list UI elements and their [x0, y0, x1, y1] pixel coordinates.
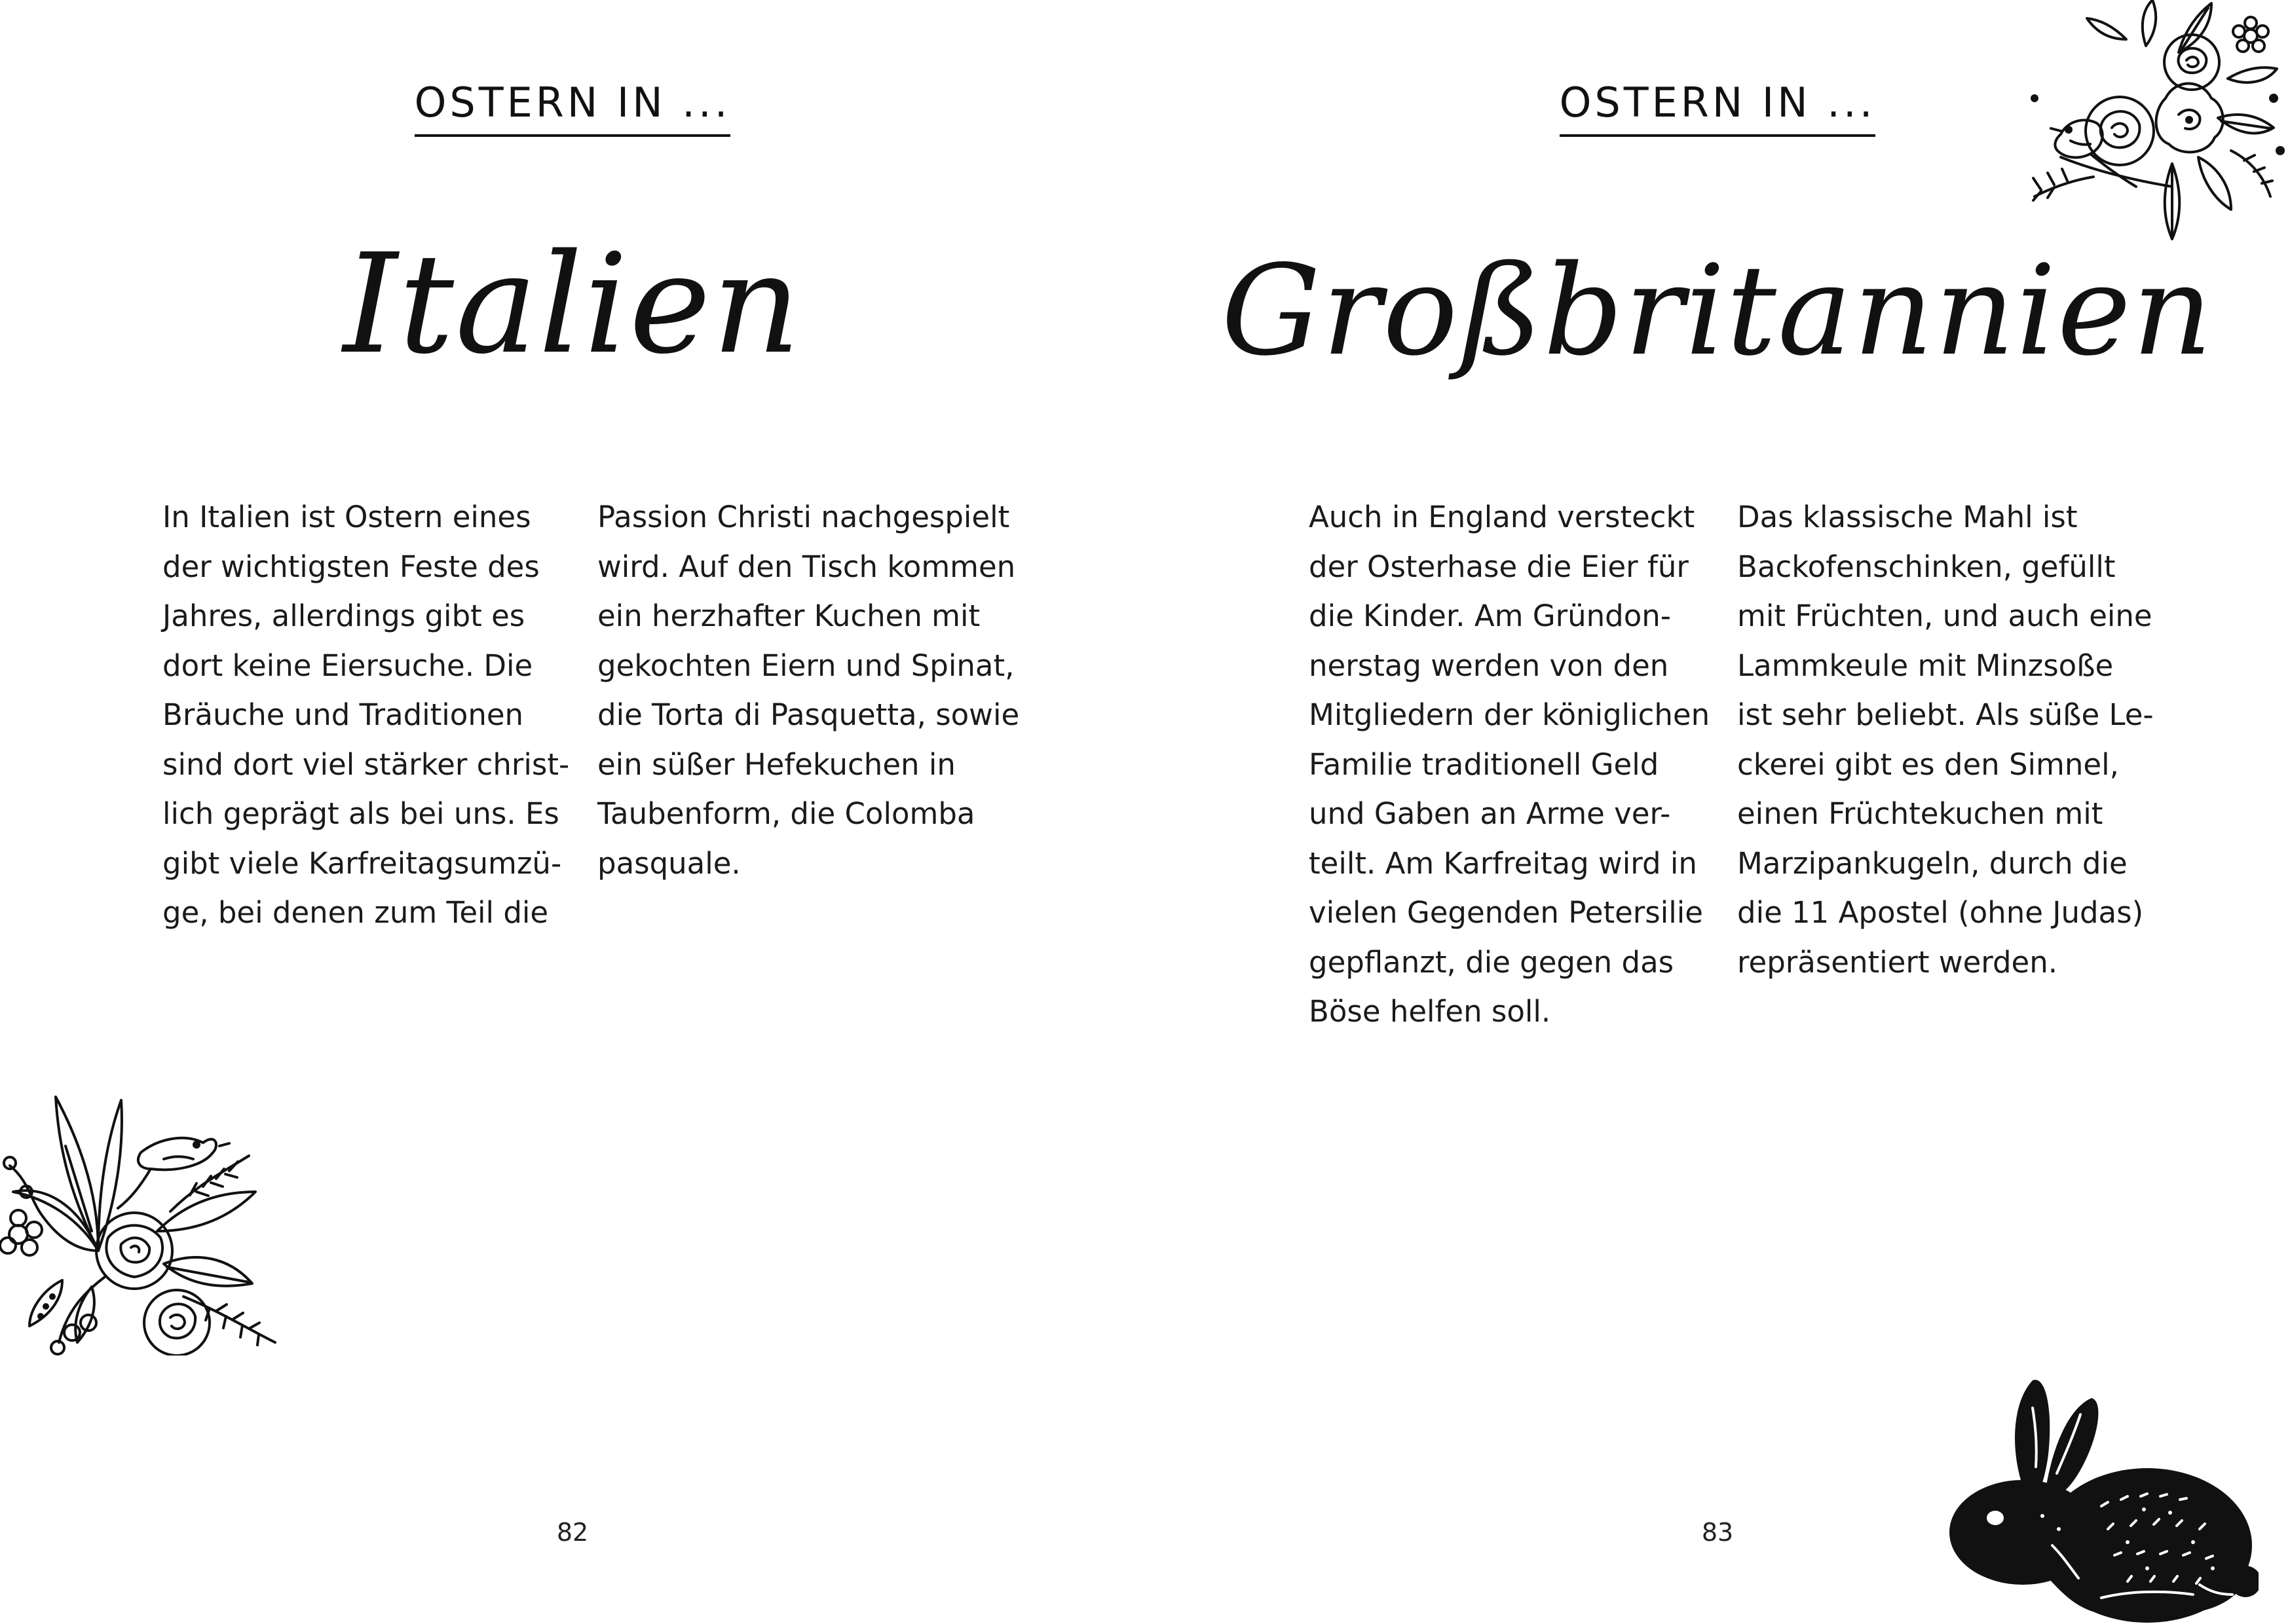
- text-line: mit Früchten, und auch eine: [1737, 599, 2152, 633]
- text-line: In Italien ist Ostern eines: [162, 500, 531, 534]
- text-line: Jahres, allerdings gibt es: [162, 599, 525, 633]
- section-kicker: OSTERN IN ...: [0, 79, 1145, 137]
- right-page: [1145, 0, 2290, 1624]
- text-line: sind dort viel stärker christ-: [162, 747, 570, 782]
- text-line: ein süßer Hefekuchen in: [597, 747, 956, 782]
- text-column-2: [597, 492, 1019, 888]
- text-line: Auch in England versteckt: [1309, 500, 1695, 534]
- text-line: und Gaben an Arme ver-: [1309, 796, 1671, 831]
- floral-bird-illustration-icon: [2021, 0, 2290, 242]
- text-line: ckerei gibt es den Simnel,: [1737, 747, 2119, 782]
- country-title: Italien: [343, 224, 802, 384]
- text-line: vielen Gegenden Petersilie: [1309, 895, 1703, 930]
- text-line: gibt viele Karfreitagsumzü-: [162, 845, 562, 881]
- text-line: teilt. Am Karfreitag wird in: [1309, 845, 1697, 881]
- text-line: die Torta di Pasquetta, sowie: [597, 697, 1020, 732]
- text-line: lich geprägt als bei uns. Es: [162, 796, 559, 831]
- text-line: der wichtigsten Feste des: [162, 549, 540, 584]
- text-line: gekochten Eiern und Spinat,: [597, 648, 1015, 683]
- page-number: 82: [556, 1518, 589, 1547]
- page-number: 83: [1701, 1518, 1734, 1547]
- text-line: der Osterhase die Eier für: [1309, 549, 1689, 584]
- text-line: nerstag werden von den: [1309, 648, 1669, 683]
- text-line: Das klassische Mahl ist: [1737, 500, 2078, 534]
- text-line: repräsentiert werden.: [1737, 944, 2058, 980]
- text-column-1: [1309, 492, 1710, 1037]
- text-line: Backofenschinken, gefüllt: [1737, 549, 2116, 584]
- text-line: Mitgliedern der königlichen: [1309, 697, 1710, 732]
- text-line: Familie traditionell Geld: [1309, 747, 1659, 782]
- rabbit-silhouette-icon: [1911, 1369, 2259, 1624]
- country-title: Großbritannien: [1221, 238, 2214, 383]
- text-line: Marzipankugeln, durch die: [1737, 845, 2128, 881]
- floral-bird-illustration-icon: [0, 1035, 321, 1356]
- text-line: dort keine Eiersuche. Die: [162, 648, 533, 683]
- text-line: einen Früchtekuchen mit: [1737, 796, 2103, 831]
- text-line: Taubenform, die Colomba: [597, 796, 975, 831]
- text-line: Passion Christi nachgespielt: [597, 500, 1010, 534]
- text-line: pasquale.: [597, 845, 741, 881]
- text-line: die 11 Apostel (ohne Judas): [1737, 895, 2144, 930]
- text-line: ge, bei denen zum Teil die: [162, 895, 549, 930]
- text-column-1: [162, 492, 569, 938]
- text-line: Bräuche und Traditionen: [162, 697, 524, 732]
- text-line: Böse helfen soll.: [1309, 994, 1551, 1029]
- text-line: Lammkeule mit Minzsoße: [1737, 648, 2114, 683]
- text-column-2: [1737, 492, 2154, 987]
- text-line: wird. Auf den Tisch kommen: [597, 549, 1016, 584]
- text-line: ist sehr beliebt. Als süße Le-: [1737, 697, 2154, 732]
- text-line: ein herzhafter Kuchen mit: [597, 599, 981, 633]
- section-kicker: OSTERN IN ...: [1145, 79, 2290, 137]
- text-line: die Kinder. Am Gründon-: [1309, 599, 1672, 633]
- text-line: gepflanzt, die gegen das: [1309, 944, 1674, 980]
